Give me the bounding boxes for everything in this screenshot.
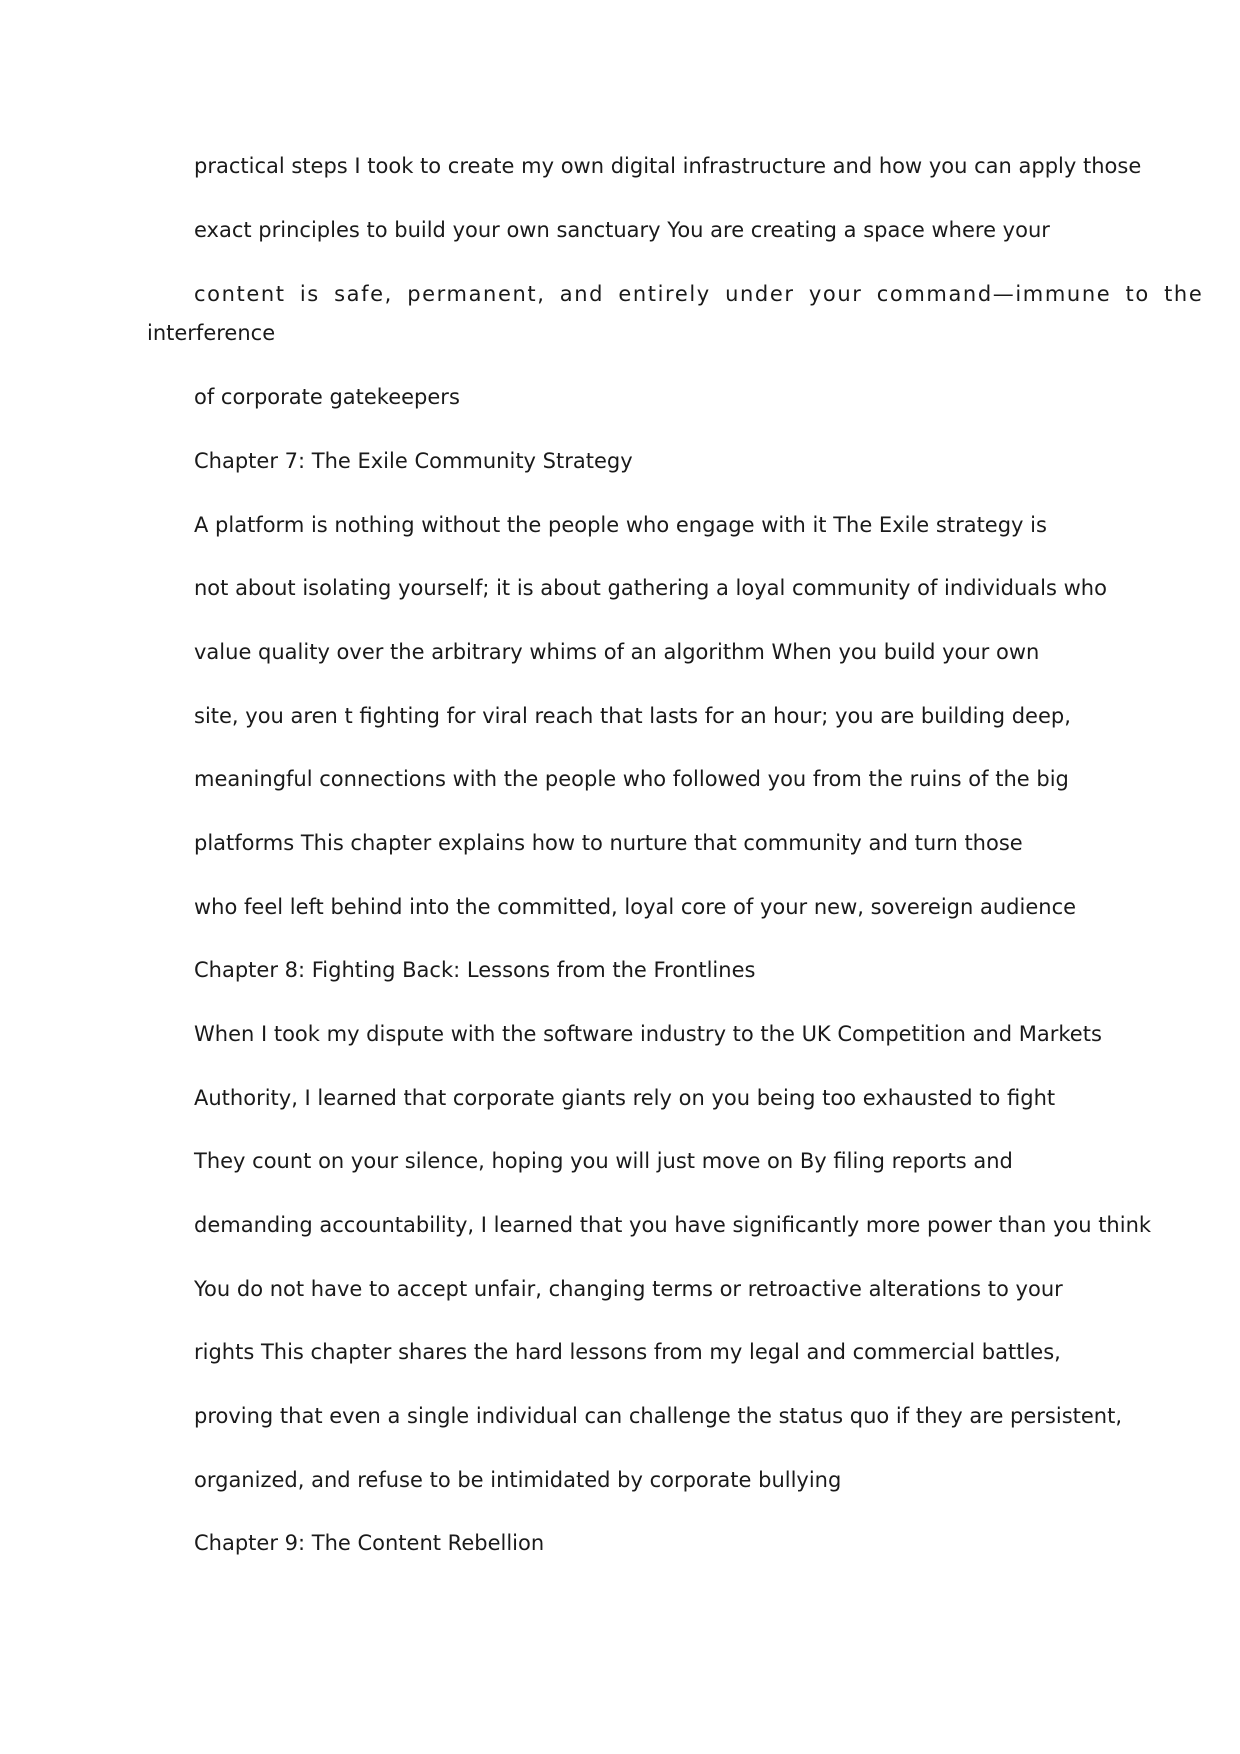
chapter-heading: Chapter 9: The Content Rebellion (194, 1531, 545, 1555)
text-line: They count on your silence, hoping you will just move on By filing reports and (194, 1149, 1013, 1173)
text-line: interference (147, 321, 276, 345)
text-line: rights This chapter shares the hard lessons from my legal and commercial battles, (194, 1340, 1061, 1364)
text-line: organized, and refuse to be intimidated by corporate bullying (194, 1468, 842, 1492)
text-line: proving that even a single individual can challenge the status quo if they are persistent, (194, 1404, 1123, 1428)
text-line: Authority, I learned that corporate giants rely on you being too exhausted to fight (194, 1086, 1056, 1110)
text-line: You do not have to accept unfair, changing terms or retroactive alterations to your (194, 1277, 1063, 1301)
text-line: value quality over the arbitrary whims of an algorithm When you build your own (194, 640, 1040, 664)
text-line: who feel left behind into the committed, loyal core of your new, sovereign audience (194, 895, 1077, 919)
text-line: practical steps I took to create my own digital infrastructure and how you can apply those (194, 154, 1142, 178)
text-line: A platform is nothing without the people who engage with it The Exile strategy is (194, 513, 1047, 537)
text-line: content is safe, permanent, and entirely under your command—immune to the (194, 282, 1204, 306)
text-line: of corporate gatekeepers (194, 385, 460, 409)
text-line: site, you aren t fighting for viral reach that lasts for an hour; you are building deep, (194, 704, 1071, 728)
text-line: demanding accountability, I learned that you have significantly more power than you think (194, 1213, 1152, 1237)
chapter-heading: Chapter 7: The Exile Community Strategy (194, 449, 633, 473)
chapter-heading: Chapter 8: Fighting Back: Lessons from the Frontlines (194, 958, 756, 982)
text-line: When I took my dispute with the software industry to the UK Competition and Markets (194, 1022, 1102, 1046)
text-line: not about isolating yourself; it is about gathering a loyal community of individuals who (194, 576, 1107, 600)
text-line: platforms This chapter explains how to nurture that community and turn those (194, 831, 1023, 855)
text-line: exact principles to build your own sanctuary You are creating a space where your (194, 218, 1050, 242)
text-line: meaningful connections with the people who followed you from the ruins of the big (194, 767, 1069, 791)
